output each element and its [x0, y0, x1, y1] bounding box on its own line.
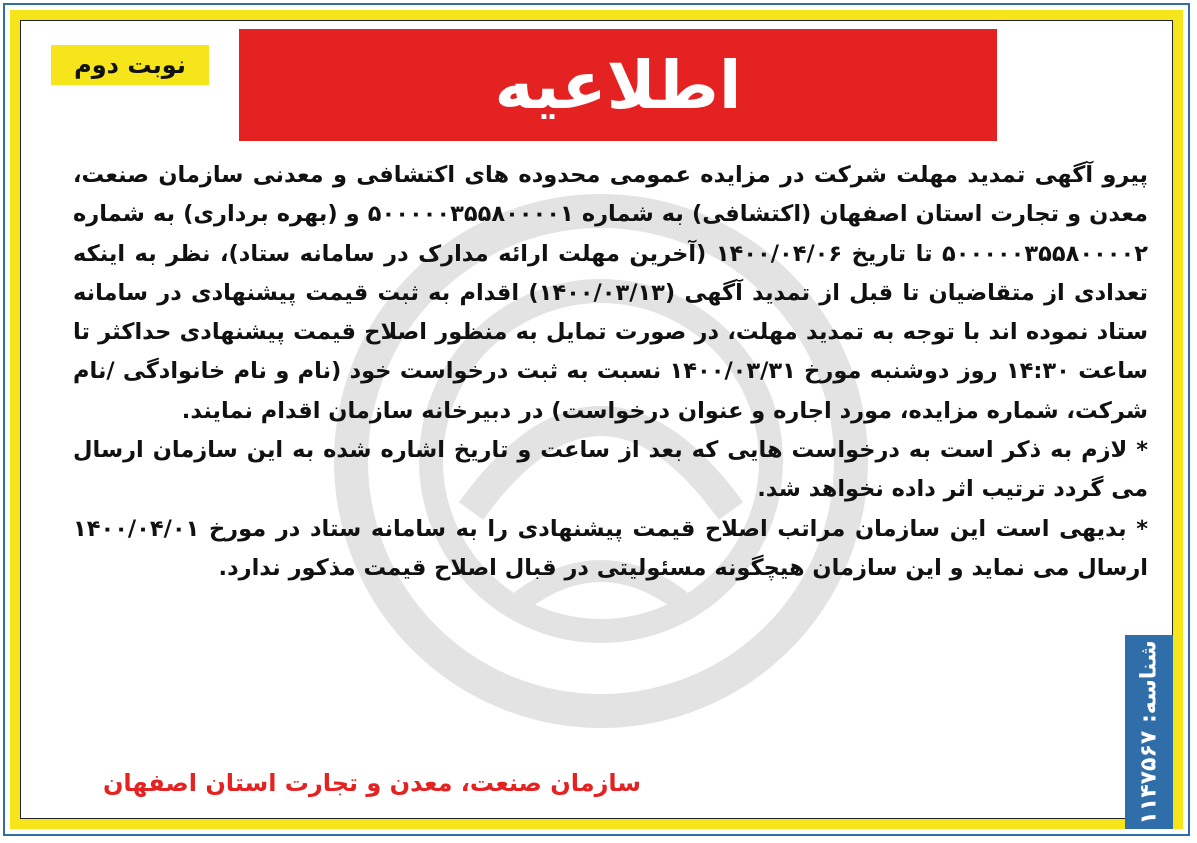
round-label: نوبت دوم — [74, 51, 186, 79]
note-late-requests: * لازم به ذکر است به درخواست هایی که بعد از ساعت و تاریخ اشاره شده به این سازمان ارسال می گردد ترتیب اثر داده نخواهد شد. — [73, 437, 1148, 503]
announcement-body — [73, 156, 1148, 588]
title-banner — [239, 29, 997, 141]
organization-signature: سازمان صنعت، معدن و تجارت استان اصفهان — [102, 769, 641, 797]
page-title: اطلاعیه — [494, 46, 742, 124]
id-strip — [1125, 635, 1173, 829]
round-badge — [51, 45, 209, 85]
note-responsibility: * بدیهی است این سازمان مراتب اصلاح قیمت پیشنهادی را به سامانه ستاد در مورخ ۱۴۰۰/۰۴/۰۱ ارسال می نماید و این سازمان هیچگونه مسئولیتی در قبال اصلاح قیمت مذکور ندارد. — [73, 515, 1148, 581]
ad-id-label: شناسه: ۱۱۴۷۵۶۷ — [1136, 639, 1162, 825]
main-paragraph: پیرو آگهی تمدید مهلت شرکت در مزایده عمومی محدوده های اکتشافی و معدنی سازمان صنعت، معدن و تجارت استان اصفهان (اکتشافی) به شماره ۵۰۰۰۰۰۳۵۵۸۰۰۰۰۱ و (بهره برداری) به شماره ۵۰۰۰۰۰۳۵۵۸۰۰۰۰۲ تا تاریخ ۱۴۰۰/۰۴/۰۶ (آخرین مهلت ارائه مدارک در سامانه ستاد)، نظر به اینکه تعدادی از متقاضیان تا قبل از تمدید آگهی (۱۴۰۰/۰۳/۱۳) اقدام به ثبت قیمت پیشنهادی در سامانه ستاد نموده اند با توجه به تمدید مهلت، در صورت تمایل به منظور اصلاح قیمت پیشنهادی حداکثر تا ساعت ۱۴:۳۰ روز دوشنبه مورخ ۱۴۰۰/۰۳/۳۱ نسبت به ثبت درخواست خود (نام و نام خانوادگی /نام شرکت، شماره مزایده، مورد اجاره و عنوان درخواست) در دبیرخانه سازمان اقدام نمایند. — [73, 162, 1148, 424]
inner-frame — [20, 20, 1173, 819]
